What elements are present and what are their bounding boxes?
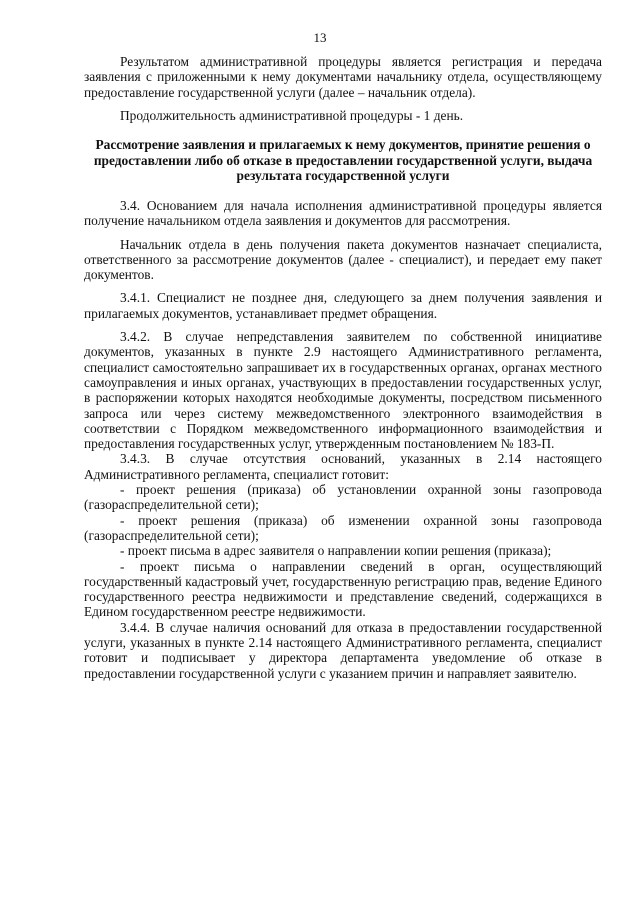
section-heading: Рассмотрение заявления и прилагаемых к нему документов, принятие решения о предоставлении либо об отказе в предоставлении государственной услуги, выдача результата государственной услуги	[93, 137, 593, 184]
paragraph-duration: Продолжительность административной процедуры - 1 день.	[120, 107, 464, 123]
paragraph-3-4-4: 3.4.4. В случае наличия оснований для отказа в предоставлении государственной услуги, указанных в пункте 2.14 настоящего Административного регламента, специалист готовит и подписывает у директора департамента уведомление об отказе в предоставлении государственной услуги с указанием причин и направляет заявителю.	[84, 619, 602, 681]
list-item: - проект решения (приказа) об установлении охранной зоны газопровода (газораспределительной сети);	[84, 482, 602, 513]
list-item: - проект письма о направлении сведений в орган, осуществляющий государственный кадастровый учет, государственную регистрацию прав, ведение Единого государственного реестра недвижимости и представление сведений, содержащихся в Едином государственном реестре недвижимости.	[84, 558, 602, 620]
paragraph-3-4-2: 3.4.2. В случае непредставления заявителем по собственной инициативе документов, указанных в пункте 2.9 настоящего Административного регламента, специалист самостоятельно запрашивает их в государственных органах, органах местного самоуправления и иных органах, участвующих в предоставлении государственных услуг, в распоряжении которых находятся необходимые документы, посредством письменного запроса или через систему межведомственного электронного взаимодействия в соответствии с Порядком межведомственного информационного взаимодействия и предоставления государственных услуг, утвержденным постановлением № 183-П.	[84, 329, 602, 452]
list-item: - проект решения (приказа) об изменении охранной зоны газопровода (газораспределительной сети);	[84, 512, 602, 543]
list-item: - проект письма в адрес заявителя о направлении копии решения (приказа);	[120, 543, 552, 559]
paragraph-department-head: Начальник отдела в день получения пакета документов назначает специалиста, ответственного за рассмотрение документов (далее - специалист), и передает ему пакет документов.	[84, 236, 602, 283]
paragraph-3-4-3: 3.4.3. В случае отсутствия оснований, указанных в 2.14 настоящего Административного регламента, специалист готовит:	[84, 451, 602, 482]
paragraph-result: Результатом административной процедуры является регистрация и передача заявления с приложенными к нему документами начальнику отдела, осуществляющему предоставление государственной услуги (далее – начальник отдела).	[84, 54, 602, 100]
paragraph-3-4: 3.4. Основанием для начала исполнения административной процедуры является получение начальником отдела заявления и документов для рассмотрения.	[84, 197, 602, 229]
paragraph-3-4-1: 3.4.1. Специалист не позднее дня, следующего за днем получения заявления и прилагаемых документов, устанавливает предмет обращения.	[84, 290, 602, 321]
document-body	[84, 54, 602, 681]
page-number: 13	[313, 30, 327, 45]
